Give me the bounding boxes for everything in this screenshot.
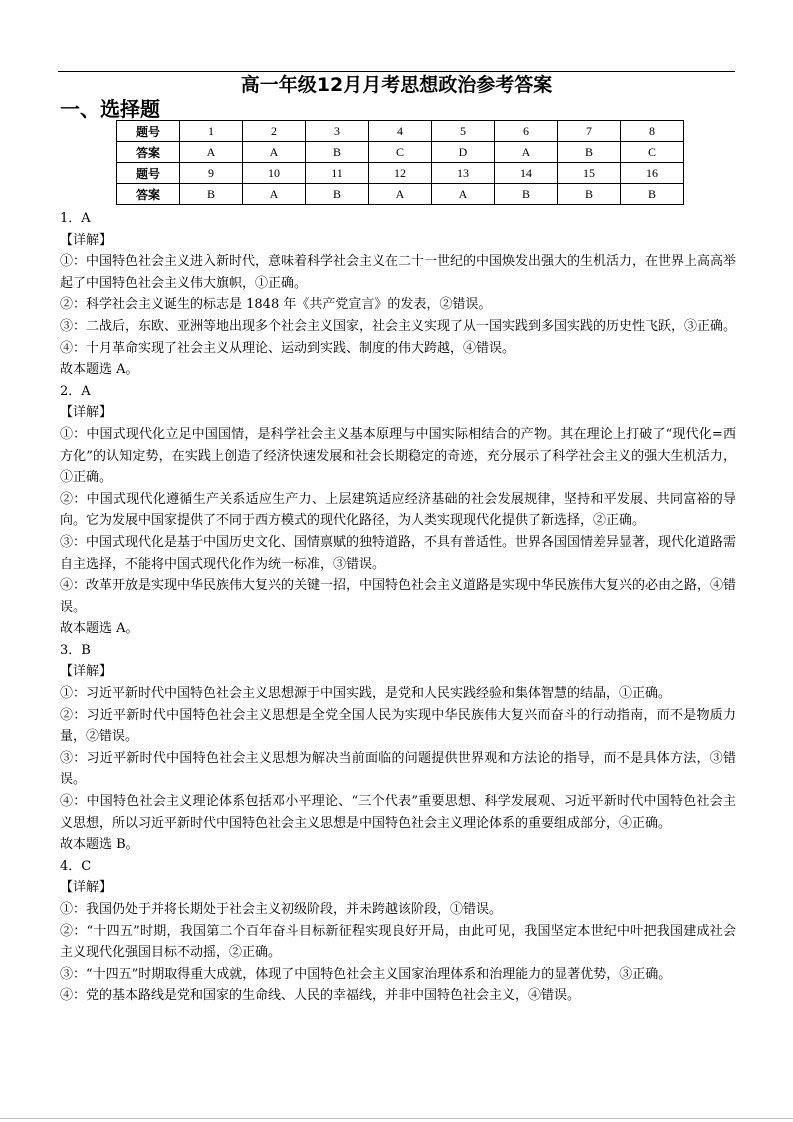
content-line: 【详解】 (60, 232, 113, 248)
content-line: ④：十月革命实现了社会主义从理论、运动到实践、制度的伟大跨越，④错误。 (60, 340, 516, 356)
table-cell: 12 (369, 163, 432, 184)
content-line: ③：中国式现代化是基于中国历史文化、国情禀赋的独特道路，不具有普适性。世界各国国情差异显著，现代化道路需自主选择，不能将中国式现代化作为统一标准，③错误。 (60, 534, 737, 572)
section-heading: 一、选择题 (60, 97, 160, 121)
table-cell: 8 (621, 121, 684, 142)
content-line: 【详解】 (60, 664, 113, 680)
table-cell: B (180, 184, 243, 205)
table-cell: 1 (180, 121, 243, 142)
table-cell: B (306, 142, 369, 163)
table-cell: A (432, 184, 495, 205)
table-cell: B (495, 184, 558, 205)
table-cell: B (558, 184, 621, 205)
content-line: ①：习近平新时代中国特色社会主义思想源于中国实践，是党和人民实践经验和集体智慧的结晶，①正确。 (60, 686, 672, 702)
page-title: 高一年级12月月考思想政治参考答案 (240, 74, 553, 96)
content-line: 故本题选 A。 (60, 621, 139, 637)
table-cell: C (621, 142, 684, 163)
content-line: ④：改革开放是实现中华民族伟大复兴的关键一招，中国特色社会主义道路是实现中华民族伟大复兴的必由之路，④错误。 (60, 578, 737, 615)
table-cell: B (621, 184, 684, 205)
content-line: ②：“十四五”时期，我国第二个百年奋斗目标新征程实现良好开局，由此可见，我国坚定本世纪中叶把我国建成社会主义现代化强国目标不动摇，②正确。 (60, 923, 736, 961)
content-line: 4．C (60, 858, 92, 874)
answer-table-row (117, 142, 684, 163)
content-line: ①：中国特色社会主义进入新时代，意味着科学社会主义在二十一世纪的中国焕发出强大的生机活力，在世界上高高举起了中国特色社会主义伟大旗帜，①正确。 (60, 254, 737, 291)
table-cell: 11 (306, 163, 369, 184)
row-header: 答案 (117, 142, 180, 163)
table-cell: 10 (243, 163, 306, 184)
content-line: ①：我国仍处于并将长期处于社会主义初级阶段，并未跨越该阶段，①错误。 (60, 902, 503, 917)
table-cell: A (243, 142, 306, 163)
content-line: 1．A (60, 211, 91, 226)
footer-rule (0, 1118, 793, 1119)
content-line: 故本题选 A。 (60, 362, 139, 378)
content-line: 【详解】 (60, 880, 113, 896)
table-cell: 13 (432, 163, 495, 184)
table-cell: 7 (558, 121, 621, 142)
table-cell: 9 (180, 163, 243, 184)
content-line: 故本题选 B。 (60, 837, 139, 853)
answer-table-row (117, 184, 684, 205)
table-cell: 4 (369, 121, 432, 142)
table-cell: 6 (495, 121, 558, 142)
table-cell: A (180, 142, 243, 163)
content-line: ②：科学社会主义诞生的标志是 1848 年《共产党宣言》的发表，②错误。 (60, 297, 492, 313)
table-cell: 2 (243, 121, 306, 142)
header-rule (58, 71, 735, 72)
row-header: 题号 (117, 121, 180, 142)
content-line: 2．A (60, 383, 91, 399)
content-line: ③：二战后，东欧、亚洲等地出现多个社会主义国家，社会主义实现了从一国实践到多国实践的历史性飞跃，③正确。 (60, 318, 737, 334)
table-cell: B (306, 184, 369, 205)
table-cell: A (369, 184, 432, 205)
answer-table-row (117, 121, 684, 142)
table-cell: 3 (306, 121, 369, 142)
content-line: ②：习近平新时代中国特色社会主义思想是全党全国人民为实现中华民族伟大复兴而奋斗的行动指南，而不是物质力量，②错误。 (60, 707, 736, 745)
answer-table (116, 120, 684, 205)
content-line: ①：中国式现代化立足中国国情，是科学社会主义基本原理与中国实际相结合的产物。其在理论上打破了“现代化=西方化”的认知定势，在实践上创造了经济快速发展和社会长期稳定的奇迹，充分展示了科学社会主义的强大生机活力，①正确。 (60, 426, 736, 486)
content-line: 【详解】 (60, 405, 113, 421)
table-cell: 16 (621, 163, 684, 184)
answer-explanations (60, 208, 736, 1007)
table-cell: C (369, 142, 432, 163)
content-line: ④：中国特色社会主义理论体系包括邓小平理论、“三个代表”重要思想、科学发展观、习近平新时代中国特色社会主义思想，所以习近平新时代中国特色社会主义思想是中国特色社会主义理论体系的重要组成部分，④正确。 (60, 794, 736, 831)
content-line: ②：中国式现代化遵循生产关系适应生产力、上层建筑适应经济基础的社会发展规律，坚持和平发展、共同富裕的导向。它为发展中国家提供了不同于西方模式的现代化路径，为人类实现现代化提供了新选择，②正确。 (60, 491, 736, 529)
table-cell: 5 (432, 121, 495, 142)
content-line: ④：党的基本路线是党和国家的生命线、人民的幸福线，并非中国特色社会主义，④错误。 (60, 988, 581, 1004)
row-header: 答案 (117, 184, 180, 205)
content-line: ③：“十四五”时期取得重大成就，体现了中国特色社会主义国家治理体系和治理能力的显著优势，③正确。 (60, 966, 672, 982)
content-line: 3．B (60, 642, 91, 658)
table-cell: A (495, 142, 558, 163)
table-cell: 15 (558, 163, 621, 184)
table-cell: A (243, 184, 306, 205)
row-header: 题号 (117, 163, 180, 184)
content-line: ③：习近平新时代中国特色社会主义思想为解决当前面临的问题提供世界观和方法论的指导，而不是具体方法，③错误。 (60, 750, 736, 788)
answer-table-row (117, 163, 684, 184)
table-cell: B (558, 142, 621, 163)
table-cell: 14 (495, 163, 558, 184)
table-cell: D (432, 142, 495, 163)
